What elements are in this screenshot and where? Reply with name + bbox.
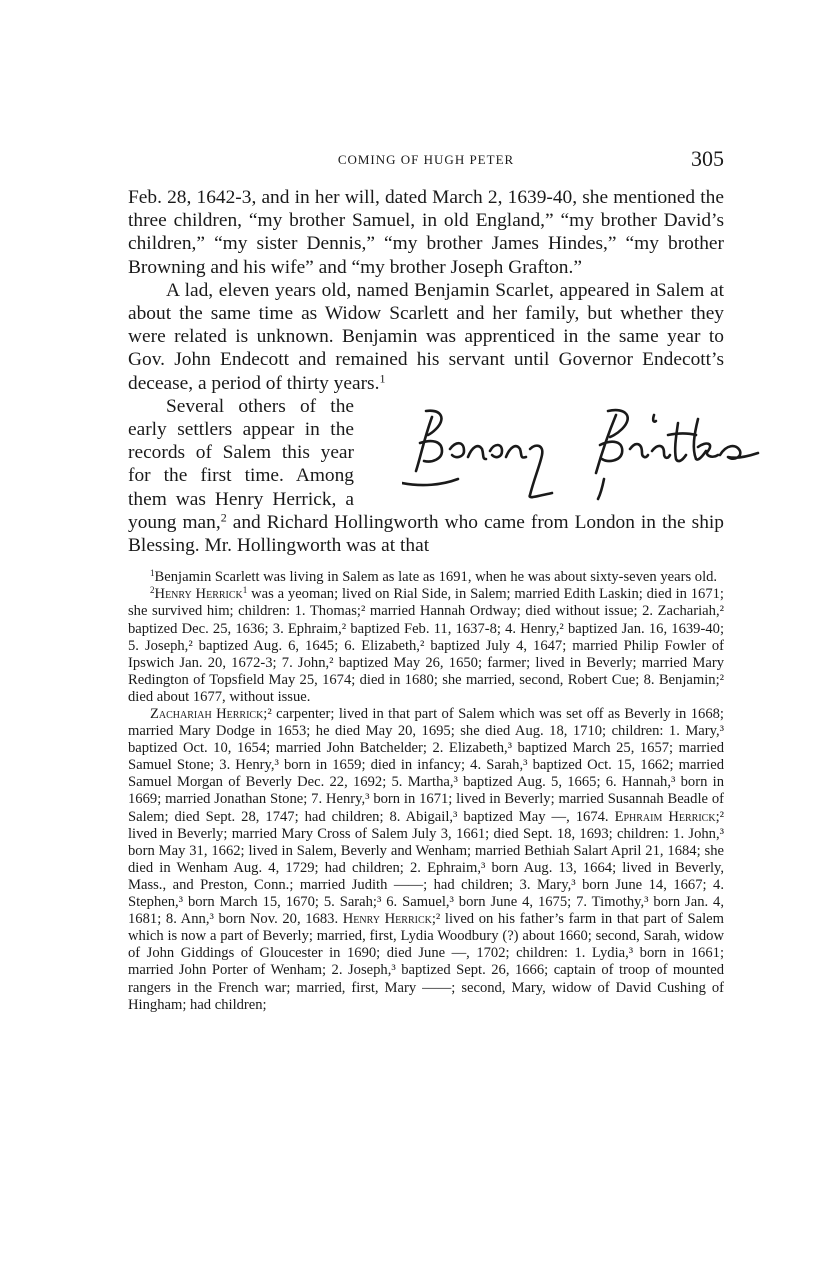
ephraim-herrick-name: Ephraim Herrick (614, 808, 716, 825)
signature-drawing (402, 399, 762, 509)
henry-herrick-2-name: Henry Herrick (342, 911, 432, 928)
paragraph-3-text-b: and Richard Hollingworth who came from London in the ship Blessing. Mr. Hollingworth was at that (128, 511, 724, 557)
ephraim-herrick-text: ;² lived in Beverly; married Mary Cross of Salem July 3, 1661; died Sept. 18, 1693; children: 1. John,³ born May 31, 1662; lived in Salem, Beverly and Wenham; married Bethiah Salart April 21, 1684; she died in Wenham Aug. 4, 1729; had children; 2. Ephraim,³ born Aug. 13, 1664; lived in Beverly, Mass., and Preston, Conn.; married Judith ——; had children; 3. Mary,³ born June 14, 1667; 4. Stephen,³ born March 15, 1670; 5. Sarah;³ 6. Samuel,³ born June 4, 1675; 7. Timothy,³ born Jan. 4, 1681; 8. Ann,³ born Nov. 20, 1683. (128, 808, 724, 928)
footnote-1-text: Benjamin Scarlett was living in Salem as late as 1691, when he was about sixty-seven years old. (154, 569, 718, 586)
footnote-ref-1: 1 (379, 371, 386, 386)
paragraph-3 (128, 395, 724, 557)
page-number: 305 (691, 146, 724, 171)
zachariah-herrick-name: Zachariah Herrick (150, 706, 264, 722)
footnote-2-name: Henry Herrick (154, 586, 243, 603)
zachariah-herrick-text: ;² carpenter; lived in that part of Salem which was set off as Beverly in 1668; married Mary Dodge in 1653; he died May 20, 1695; she died Aug. 18, 1710; children: 1. Mary,³ baptized Oct. 10, 1654; married John Batchelder; 2. Elizabeth,³ baptized March 25, 1657; married Samuel Stone; 3. Henry,³ born in 1659; died in infancy; 4. Sarah,³ baptized Oct. 15, 1662; married Samuel Morgan of Beverly Dec. 22, 1692; 5. Martha,³ baptized Aug. 5, 1665; 6. Hannah,³ born in 1669; married Jonathan Stone; 7. Henry,³ born in 1671; lived in Beverly; married Susannah Beadle of Salem; died Sept. 28, 1747; had children; 8. Abigail,³ baptized May —, 1674. (128, 706, 724, 825)
footnote-1-mark: 1 (150, 568, 155, 579)
footnote-2-mark: 2 (150, 585, 155, 596)
book-page (128, 146, 724, 1014)
signature-image (364, 399, 724, 509)
paragraph-1: Feb. 28, 1642-3, and in her will, dated March 2, 1639-40, she mentioned the three children, “my brother Samuel, in old England,” “my brother David’s children,” “my sister Dennis,” “my brother James Hindes,” “my brother Browning and his wife” and “my brother Joseph Grafton.” (128, 187, 724, 278)
footnote-1 (128, 569, 724, 586)
footnote-ref-2: 2 (220, 510, 227, 525)
footnote-2-text: was a yeoman; lived on Rial Side, in Salem; married Edith Laskin; died in 1671; she survived him; children: 1. Thomas;² married Hannah Ordway; died without issue; 2. Zachariah,² baptized Dec. 25, 1636; 3. Ephraim,² baptized Feb. 11, 1637-8; 4. Henry,² baptized Jan. 16, 1639-40; 5. Joseph,² baptized Aug. 6, 1645; 6. Elizabeth,² baptized July 4, 1647; married Philip Fowler of Ipswich Jan. 20, 1672-3; 7. John,² baptized May 26, 1650; farmer; lived in Beverly; married Mary Redington of Topsfield May 25, 1674; died in 1680; she married, second, Robert Cue; 8. Benjamin;² died about 1677, without issue. (128, 586, 724, 705)
footnote-2-continued (128, 706, 724, 1014)
paragraph-2-text: A lad, eleven years old, named Benjamin Scarlet, appeared in Salem at about the same time as Widow Scarlett and her family, but whether they were related is unknown. Benjamin was apprenticed in the same year to Gov. John Endecott and remained his servant until Governor Endecott’s decease, a period of thirty years. (128, 279, 724, 394)
paragraph-2 (128, 279, 724, 395)
paragraph-3-wrap (128, 395, 724, 557)
footnote-2-name-sup: 1 (242, 585, 248, 596)
main-text (128, 186, 724, 557)
running-head: COMING OF HUGH PETER (337, 152, 515, 167)
page-header (128, 146, 724, 186)
paragraph-3-text-a: Several others of the early settlers appear in the records of Salem this year for the first time. Among them was Henry Herrick, a young man, (128, 395, 354, 533)
footnote-2 (128, 586, 724, 706)
henry-herrick-2-text: ;² lived on his father’s farm in that part of Salem which is now a part of Beverly; married, first, Lydia Woodbury (?) about 1660; second, Sarah, widow of John Giddings of Gloucester in 1690; died June —, 1702; children: 1. Lydia,³ born in 1661; married John Porter of Wenham; 2. Joseph,³ baptized Sept. 26, 1666; captain of troop of mounted rangers in the French war; married, first, Mary ——; second, Mary, widow of David Cushing of Hingham; had children; (128, 911, 724, 1013)
footnotes (128, 569, 724, 1013)
